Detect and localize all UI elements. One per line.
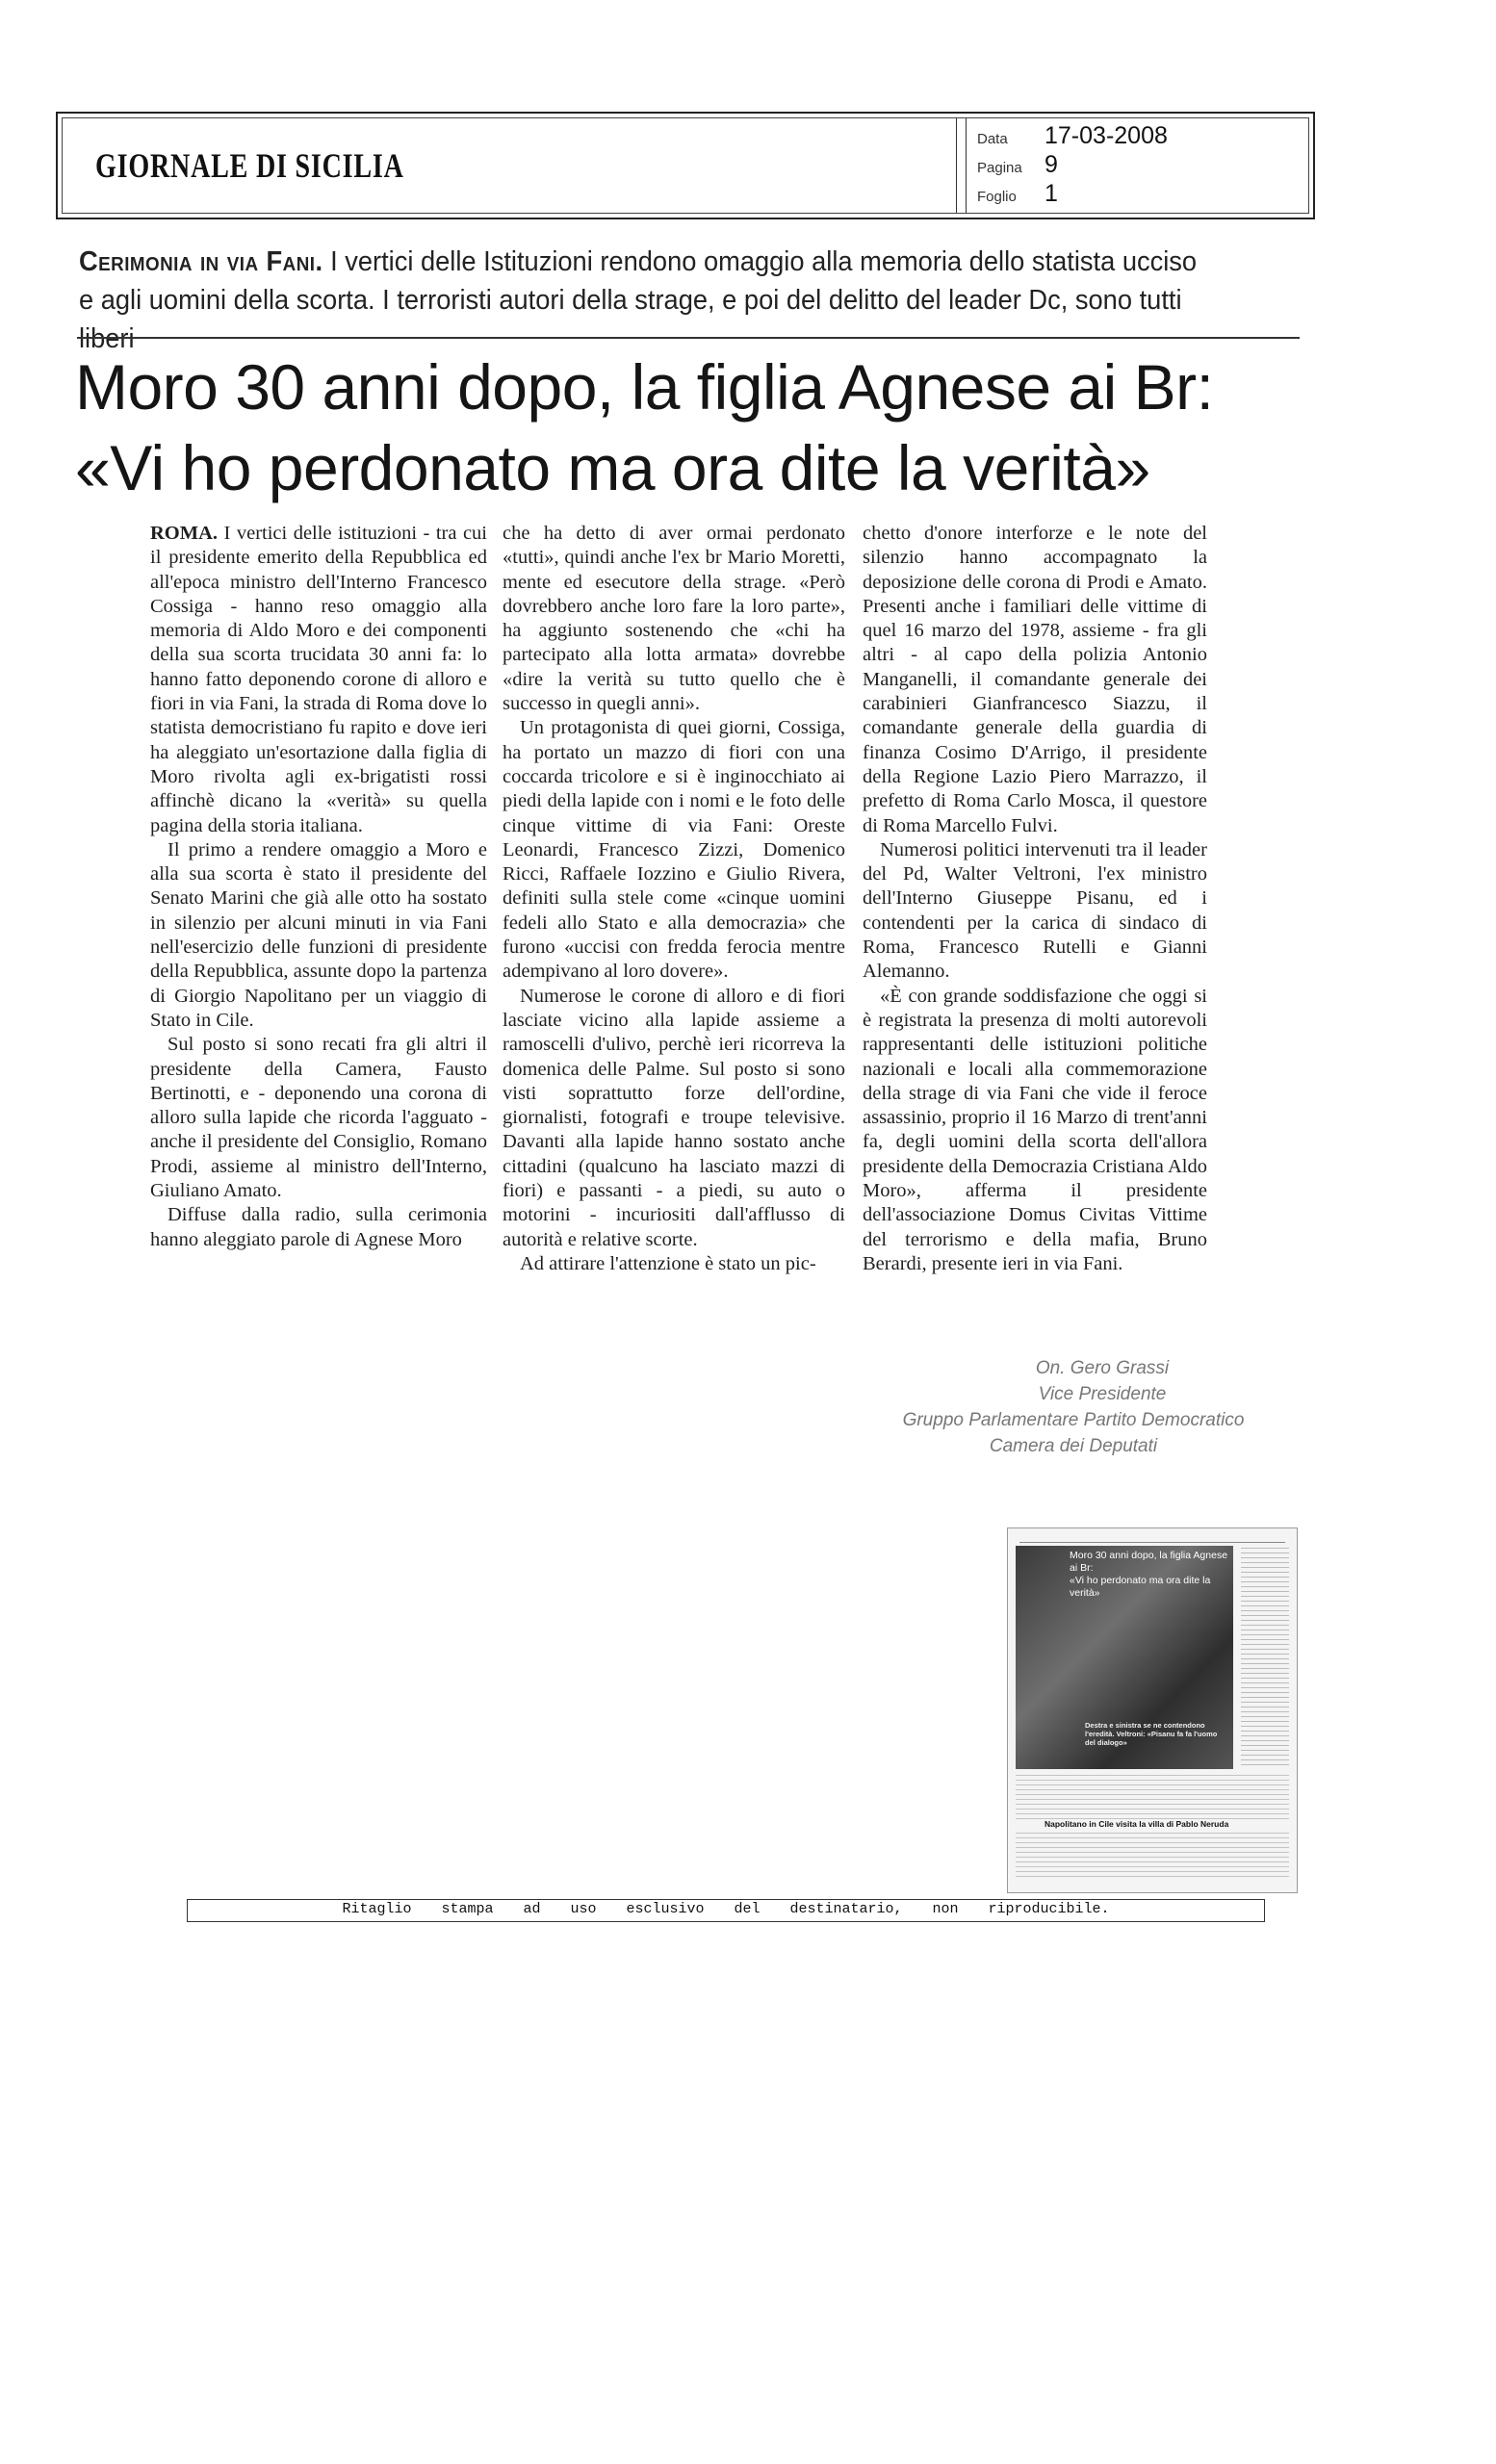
newspaper-masthead: GIORNALE DI SICILIA — [95, 146, 404, 185]
sheet-value: 1 — [1045, 180, 1058, 207]
headline-line-1: Moro 30 anni dopo, la figlia Agnese ai Br: — [75, 351, 1214, 423]
meta-row-page — [977, 151, 1058, 179]
thumbnail-bottom-caption: Napolitano in Cile visita la villa di Pablo Neruda — [1016, 1819, 1298, 1830]
thumbnail-side-text — [1241, 1548, 1289, 1769]
signature-stamp — [847, 1355, 1300, 1459]
kicker-divider — [77, 337, 1300, 339]
dateline: ROMA. — [150, 523, 219, 544]
meta-row-sheet — [977, 180, 1058, 208]
signature-group: Gruppo Parlamentare Partito Democratico — [902, 1410, 1245, 1430]
meta-divider — [956, 118, 957, 213]
article-headline — [75, 346, 1327, 508]
article-kicker — [79, 243, 1219, 358]
meta-divider — [966, 118, 967, 213]
thumbnail-top-bar — [1019, 1534, 1285, 1543]
date-value: 17-03-2008 — [1045, 122, 1168, 149]
thumbnail-headline — [1070, 1550, 1233, 1600]
article-paragraph: «È con grande soddisfazione che oggi si è registrata la presenza di molti autorevoli rappresentanti delle istituzioni politiche nazionali e locali alla commemorazione della strage di via Fani che vide il feroce assassinio, proprio il 16 Marzo di trent'anni fa, degli uomini della scorta dell'allora presidente della Democrazia Cristiana Aldo Moro», afferma il presidente dell'associazione Domus Civitas Vittime del terrorismo e della mafia, Bruno Berardi, presente ieri in via Fani. — [863, 985, 1207, 1274]
article-paragraph: Diffuse dalla radio, sulla cerimonia hanno aleggiato parole di Agnese Moro — [150, 1204, 487, 1250]
thumbnail-photo-caption: Destra e sinistra se ne contendono l'eredità. Veltroni: «Pisanu fa fa l'uomo del dialogo» — [1085, 1721, 1218, 1747]
kicker-line-1 — [79, 243, 1219, 281]
page-label: Pagina — [977, 160, 1022, 176]
article-paragraph: chetto d'onore interforze e le note del silenzio hanno accompagnato la deposizione delle corona di Prodi e Amato. Presenti anche i familiari delle vittime di quel 16 marzo del 1978, assieme - fra gli altri - al capo della polizia Antonio Manganelli, il comandante generale dei carabinieri Gianfrancesco Siazzu, il comandante generale della guardia di finanza Cosimo D'Arrigo, il presidente della Regione Lazio Piero Marrazzo, il prefetto di Roma Carlo Mosca, il questore di Roma Marcello Fulvi. — [863, 523, 1207, 836]
article-paragraph: Il primo a rendere omaggio a Moro e alla sua scorta è stato il presidente del Senato Marini che già alle otto ha sostato in silenzio per alcuni minuti in via Fani nell'esercizio delle funzioni di presidente della Repubblica, assunte dopo la partenza di Giorgio Napolitano per un viaggio di Stato in Cile. — [150, 838, 487, 1031]
date-label: Data — [977, 131, 1008, 147]
signature-chamber: Camera dei Deputati — [989, 1436, 1158, 1456]
signature-name: On. Gero Grassi — [1035, 1358, 1170, 1378]
kicker-line-2: e agli uomini della scorta. I terroristi autori della strage, e poi del delitto del leader Dc, sono tutti liberi — [79, 285, 1182, 354]
article-paragraph: Un protagonista di quei giorni, Cossiga, ha portato un mazzo di fiori con una coccarda tricolore e si è inginocchiato ai piedi della lapide con i nomi e le foto delle cinque vittime di via Fani: Oreste Leonardi, Francesco Zizzi, Domenico Ricci, Raffaele Iozzino e Giulio Rivera, definiti sulla stele come «cinque uomini fedeli allo Stato e alla democrazia» che furono «uccisi con fredda ferocia mentre adempivano al loro dovere». — [503, 717, 845, 983]
article-paragraph: Ad attirare l'attenzione è stato un pic- — [520, 1252, 816, 1274]
header-box — [56, 112, 1315, 219]
header-inner-frame — [62, 117, 1309, 214]
article-paragraph: Numerose le corone di alloro e di fiori lasciate vicino alla lapide assieme a ramoscelli d'ulivo, perchè ieri ricorreva la domenica delle Palme. Sul posto si sono visti soprattutto forze dell'ordine, giornalisti, fotografi e troupe televisive. Davanti alla lapide hanno sostato anche cittadini (qualcuno ha lasciato mazzi di fiori) e passanti - a piedi, su auto o motorini - incuriositi dall'afflusso di autorità e relative scorte. — [503, 985, 845, 1250]
sheet-label: Foglio — [977, 189, 1017, 205]
article-column-2 — [503, 522, 845, 1276]
article-paragraph: Numerosi politici intervenuti tra il leader del Pd, Walter Veltroni, l'ex ministro dell'Interno Giuseppe Pisanu, ed i contendenti per la carica di sindaco di Roma, Francesco Rutelli e Gianni Alemanno. — [863, 838, 1207, 983]
article-column-1 — [150, 522, 487, 1252]
clipping-notice: Ritaglio stampa ad uso esclusivo del destinatario, non riproducibile. — [342, 1901, 1110, 1917]
article-paragraph: che ha detto di aver ormai perdonato «tutti», quindi anche l'ex br Mario Moretti, mente ed esecutore della strage. «Però dovrebbero anche loro fare la loro parte», ha aggiunto sostenendo che «chi ha partecipato alla lotta armata» dovrebbe «dire la verità su tutto quello che è successo in quegli anni». — [503, 523, 845, 715]
kicker-text-1: I vertici delle Istituzioni rendono omaggio alla memoria dello statista ucciso — [322, 246, 1198, 277]
clipping-notice-box — [187, 1899, 1265, 1922]
thumbnail-headline-2: «Vi ho perdonato ma ora dite la verità» — [1070, 1575, 1211, 1599]
page-thumbnail — [1007, 1527, 1298, 1893]
headline-line-2: «Vi ho perdonato ma ora dite la verità» — [75, 432, 1150, 503]
article-column-3 — [863, 522, 1207, 1276]
article-paragraph — [150, 522, 487, 838]
meta-row-date — [977, 122, 1168, 150]
page-value: 9 — [1045, 151, 1058, 178]
thumbnail-headline-1: Moro 30 anni dopo, la figlia Agnese ai Br: — [1070, 1550, 1228, 1574]
paragraph-text: I vertici delle istituzioni - tra cui il presidente emerito della Repubblica ed all'epoca ministro dell'Interno Francesco Cossiga - hanno reso omaggio alla memoria di Aldo Moro e dei componenti della sua scorta trucidata 30 anni fa: lo hanno fatto deponendo corone di alloro e fiori in via Fani, la strada di Roma dove lo statista democristiano fu rapito e dove ieri ha aleggiato un'esortazione dalla figlia di Moro rivolta agli ex-brigatisti rossi affinchè dicano la «verità» su quella pagina della storia italiana. — [150, 523, 487, 836]
article-paragraph: Sul posto si sono recati fra gli altri il presidente della Camera, Fausto Bertinotti, e - deponendo una corona di alloro sulla lapide che ricorda l'agguato - anche il presidente del Consiglio, Romano Prodi, assieme al ministro dell'Interno, Giuliano Amato. — [150, 1034, 487, 1202]
signature-role: Vice Presidente — [1038, 1384, 1167, 1404]
kicker-tag: Cerimonia in via Fani. — [79, 246, 323, 277]
